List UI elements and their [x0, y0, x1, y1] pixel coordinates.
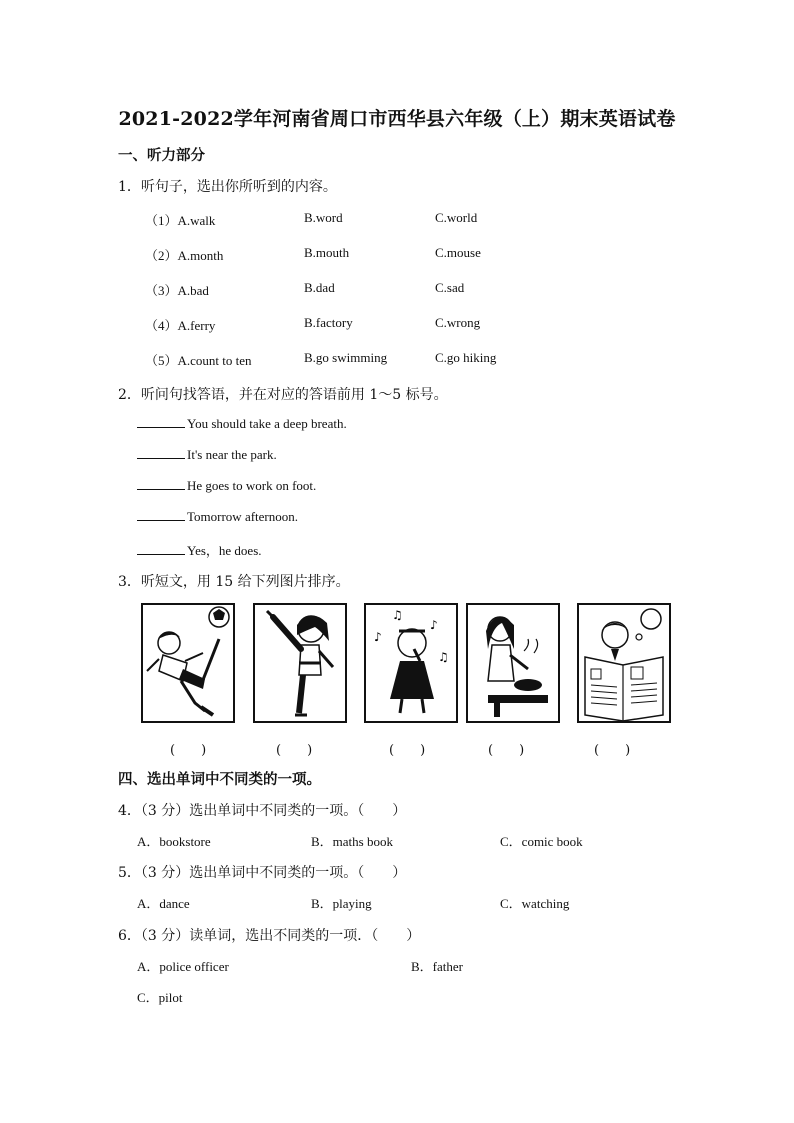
q6-option-b: B．father: [411, 959, 463, 974]
picture-karate-girl: [253, 603, 347, 723]
q1-row-4: [145, 315, 215, 334]
q2-answer-3-text: He goes to work on foot.: [187, 478, 317, 493]
q2-answer-4: [137, 508, 298, 525]
question-4-prompt: 4．（3 分）选出单词中不同类的一项。（ ）: [118, 803, 407, 819]
q1-row-5-number: （5）: [145, 353, 178, 368]
q6-option-c: C．pilot: [137, 990, 183, 1005]
picture-soccer-player: [141, 603, 235, 723]
q1-row-2-option-b: B.mouth: [304, 245, 350, 260]
svg-text:♫: ♫: [438, 650, 449, 664]
section-listening-heading: 一、听力部分: [118, 147, 205, 164]
q2-answer-4-text: Tomorrow afternoon.: [187, 509, 299, 524]
q1-row-4-option-b: B.factory: [304, 315, 353, 330]
q2-answer-1: [137, 415, 347, 432]
svg-text:♪: ♪: [374, 630, 382, 644]
singing-girl-icon: [366, 605, 456, 721]
q1-row-1-option-b: B.word: [304, 210, 343, 225]
q2-answer-2-text: It's near the park.: [187, 447, 277, 462]
q1-row-3-option-a: A.bad: [177, 283, 209, 298]
q2-answer-5-text: Yes，he does.: [187, 543, 262, 558]
q1-row-5-option-b: B.go swimming: [304, 350, 388, 365]
answer-blank[interactable]: [137, 542, 185, 555]
page-title: 2021-2022学年河南省周口市西华县六年级（上）期末英语试卷: [118, 108, 676, 130]
question-2-prompt: 2．听问句找答语，并在对应的答语前用 1～5 标号。: [118, 387, 448, 403]
q1-row-3: [145, 280, 209, 299]
q4-option-b: B．maths book: [311, 834, 393, 849]
answer-blank[interactable]: [137, 446, 185, 459]
q1-row-5-option-c: C.go hiking: [435, 350, 497, 365]
soccer-player-icon: [143, 605, 233, 721]
q1-row-2-option-a: A.month: [177, 248, 224, 263]
q1-row-4-number: （4）: [145, 318, 178, 333]
question-3-prompt: 3．听短文，用 15 给下列图片排序。: [118, 574, 350, 590]
newspaper-man-icon: [579, 605, 669, 721]
q1-row-1-option-a: A.walk: [177, 213, 216, 228]
q1-row-3-option-b: B.dad: [304, 280, 335, 295]
svg-text:♪: ♪: [430, 618, 438, 632]
q5-option-c: C．watching: [500, 896, 570, 911]
karate-girl-icon: [255, 605, 345, 721]
picture-5-answer-paren[interactable]: ( ): [594, 743, 631, 758]
answer-blank[interactable]: [137, 415, 185, 428]
q2-answer-1-text: You should take a deep breath.: [187, 416, 347, 431]
cooking-woman-icon: [468, 605, 558, 721]
q1-row-5: [145, 350, 252, 369]
q1-row-2: [145, 245, 223, 264]
q1-row-1-option-c: C.world: [435, 210, 478, 225]
picture-3-answer-paren[interactable]: ( ): [389, 743, 426, 758]
q5-option-b: B．playing: [311, 896, 372, 911]
picture-1-answer-paren[interactable]: ( ): [170, 743, 207, 758]
picture-newspaper-man: [577, 603, 671, 723]
q6-option-a: A．police officer: [137, 959, 229, 974]
question-1-prompt: 1．听句子，选出你所听到的内容。: [118, 179, 337, 195]
q1-row-2-option-c: C.mouse: [435, 245, 481, 260]
q1-row-4-option-a: A.ferry: [177, 318, 216, 333]
q1-row-1-number: （1）: [145, 213, 178, 228]
q1-row-5-option-a: A.count to ten: [177, 353, 252, 368]
q1-row-3-option-c: C.sad: [435, 280, 465, 295]
picture-4-answer-paren[interactable]: ( ): [488, 743, 525, 758]
svg-text:♫: ♫: [392, 608, 403, 622]
q5-option-a: A．dance: [137, 896, 190, 911]
q4-option-a: A．bookstore: [137, 834, 211, 849]
q1-row-3-number: （3）: [145, 283, 178, 298]
picture-cooking-woman: [466, 603, 560, 723]
q1-row-1: [145, 210, 215, 229]
picture-singing-girl: [364, 603, 458, 723]
section-odd-one-out-heading: 四、选出单词中不同类的一项。: [118, 771, 321, 788]
q2-answer-2: [137, 446, 277, 463]
answer-blank[interactable]: [137, 508, 185, 521]
question-6-prompt: 6．（3 分）读单词，选出不同类的一项．（ ）: [118, 928, 421, 944]
q1-row-2-number: （2）: [145, 248, 178, 263]
q4-option-c: C．comic book: [500, 834, 583, 849]
question-5-prompt: 5．（3 分）选出单词中不同类的一项。（ ）: [118, 865, 407, 881]
q2-answer-3: [137, 477, 316, 494]
answer-blank[interactable]: [137, 477, 185, 490]
picture-2-answer-paren[interactable]: ( ): [276, 743, 313, 758]
q1-row-4-option-c: C.wrong: [435, 315, 481, 330]
q2-answer-5: [137, 540, 262, 559]
